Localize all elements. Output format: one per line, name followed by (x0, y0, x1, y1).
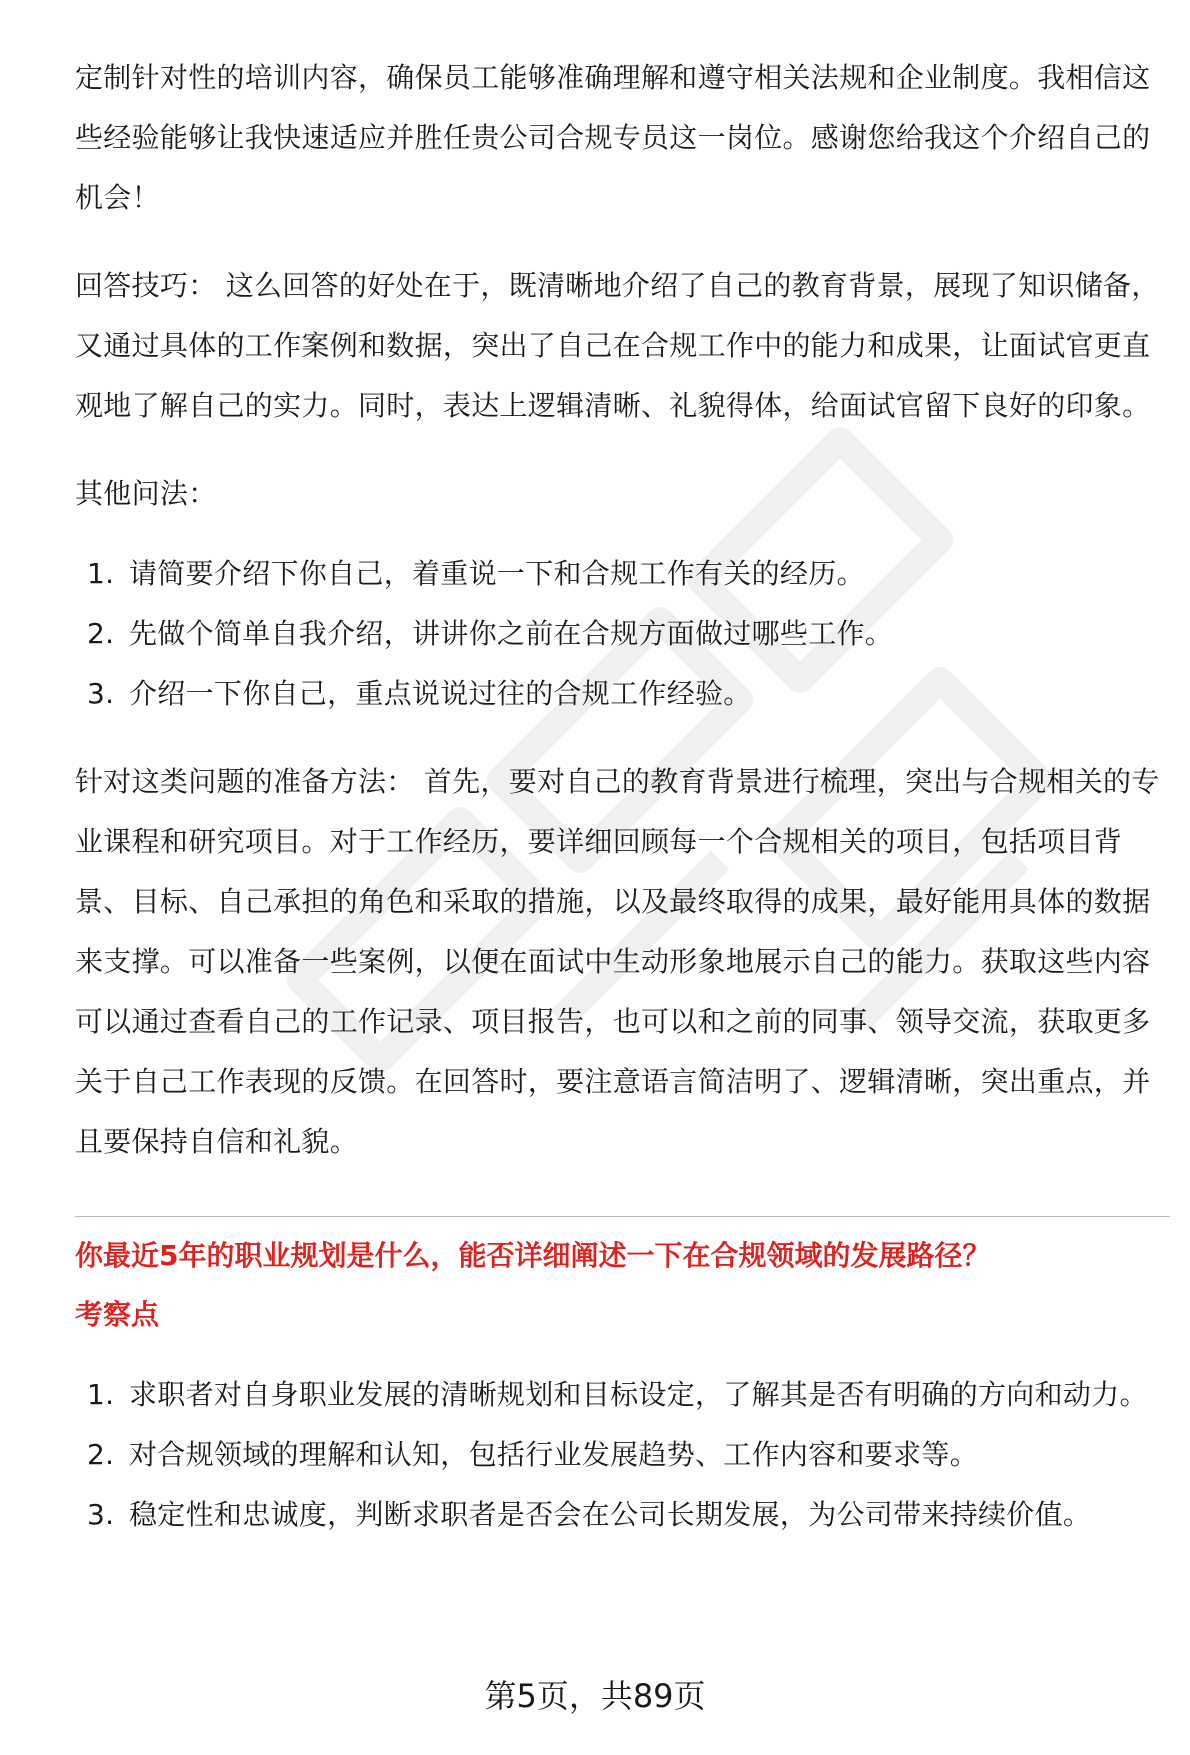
prep-method-paragraph: 针对这类问题的准备方法： 首先，要对自己的教育背景进行梳理，突出与合规相关的专业课程和研究项目。对于工作经历，要详细回顾每一个合规相关的项目，包括项目背景、目标、自己承担的角色和采取的措施，以及最终取得的成果，最好能用具体的数据来支撑。可以准备一些案例，以便在面试中生动形象地展示自己的能力。获取这些内容可以通过查看自己的工作记录、项目报告，也可以和之前的同事、领导交流，获取更多关于自己工作表现的反馈。在回答时，要注意语言简洁明了、逻辑清晰，突出重点，并且要保持自信和礼貌。 (75, 765, 1160, 1158)
list-item-text: 先做个简单自我介绍，讲讲你之前在合规方面做过哪些工作。 (129, 617, 894, 650)
list-item-text: 介绍一下你自己，重点说说过往的合规工作经验。 (129, 677, 752, 710)
page-footer: 第5页，共89页 (484, 1677, 706, 1715)
section-divider (75, 1216, 1170, 1217)
list-item (75, 1365, 1170, 1425)
intro-continuation-paragraph: 定制针对性的培训内容，确保员工能够准确理解和遵守相关法规和企业制度。我相信这些经验能够让我快速适应并胜任贵公司合规专员这一岗位。感谢您给我这个介绍自己的机会！ (75, 61, 1151, 214)
focus-label: 考察点 (75, 1298, 160, 1331)
list-number: 3. (87, 677, 115, 710)
main-content (75, 48, 1170, 1545)
other-ways-list (75, 544, 1170, 724)
list-item-text: 求职者对自身职业发展的清晰规划和目标设定，了解其是否有明确的方向和动力。 (129, 1378, 1148, 1411)
list-item (75, 1425, 1170, 1485)
list-number: 1. (87, 557, 115, 590)
list-item (75, 664, 1170, 724)
list-item (75, 1485, 1170, 1545)
list-item (75, 604, 1170, 664)
list-number: 2. (87, 1438, 115, 1471)
list-item (75, 544, 1170, 604)
list-number: 3. (87, 1498, 115, 1531)
list-item-text: 请简要介绍下你自己，着重说一下和合规工作有关的经历。 (129, 557, 865, 590)
focus-points-list (75, 1365, 1170, 1545)
list-number: 1. (87, 1378, 115, 1411)
list-number: 2. (87, 617, 115, 650)
other-ways-label: 其他问法： (75, 477, 217, 510)
question-heading: 你最近5年的职业规划是什么，能否详细阐述一下在合规领域的发展路径？ (75, 1239, 991, 1272)
answer-tips-paragraph: 回答技巧： 这么回答的好处在于，既清晰地介绍了自己的教育背景，展现了知识储备，又通过具体的工作案例和数据，突出了自己在合规工作中的能力和成果，让面试官更直观地了解自己的实力。同时，表达上逻辑清晰、礼貌得体，给面试官留下良好的印象。 (75, 269, 1160, 422)
list-item-text: 稳定性和忠诚度，判断求职者是否会在公司长期发展，为公司带来持续价值。 (129, 1498, 1092, 1531)
list-item-text: 对合规领域的理解和认知，包括行业发展趋势、工作内容和要求等。 (129, 1438, 979, 1471)
